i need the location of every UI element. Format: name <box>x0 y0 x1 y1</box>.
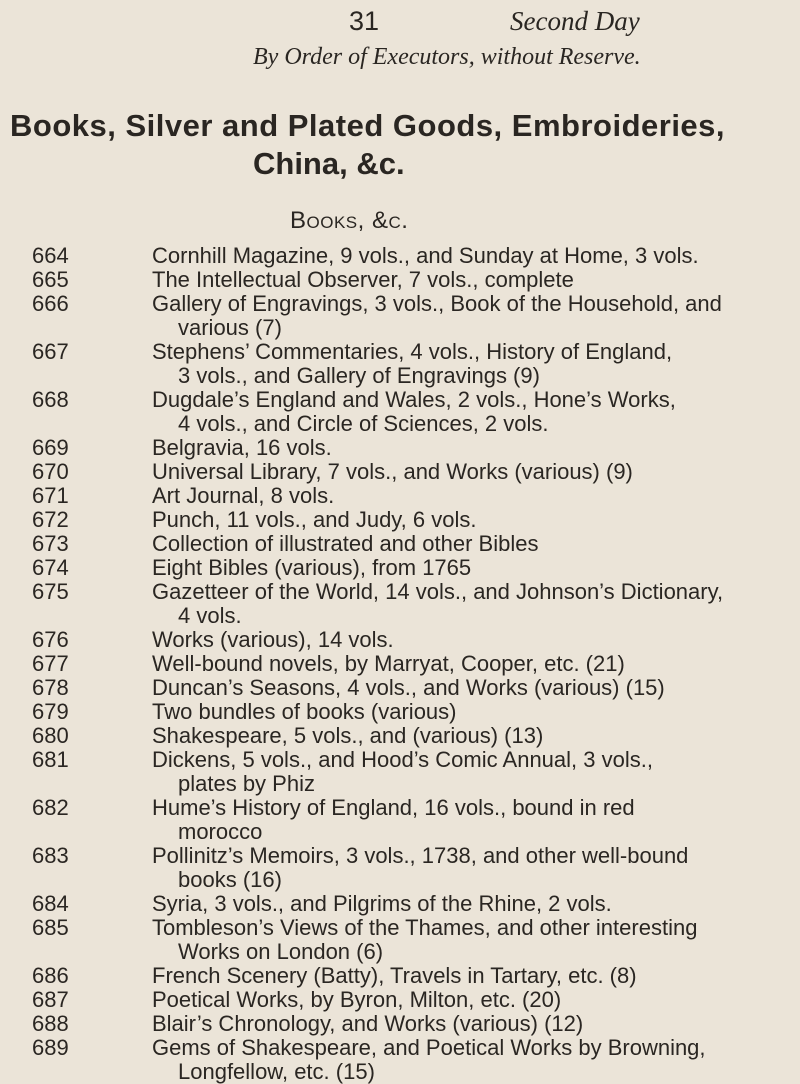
lot-description-line: Art Journal, 8 vols. <box>152 483 335 508</box>
lot-description-line: Dugdale’s England and Wales, 2 vols., Hone’s Works, <box>152 387 676 412</box>
lot-description-line: Dickens, 5 vols., and Hood’s Comic Annual, 3 vols., <box>152 747 653 772</box>
lot-row <box>0 556 800 580</box>
section-title: Books, Silver and Plated Goods, Embroideries, <box>10 108 726 143</box>
lot-description-line: Well-bound novels, by Marryat, Cooper, etc. (21) <box>152 651 625 676</box>
order-line: By Order of Executors, without Reserve. <box>253 44 641 70</box>
lot-row <box>0 244 800 268</box>
lot-description <box>152 676 782 700</box>
lot-description-continuation: 4 vols., and Circle of Sciences, 2 vols. <box>178 411 549 436</box>
lot-number: 680 <box>32 723 69 748</box>
lot-description-line: Hume’s History of England, 16 vols., bound in red <box>152 795 635 820</box>
lot-number: 667 <box>32 339 69 364</box>
lot-number: 669 <box>32 435 69 460</box>
lot-description-line: Collection of illustrated and other Bibles <box>152 531 539 556</box>
lot-description <box>152 508 782 532</box>
page-number: 31 <box>349 6 380 36</box>
lot-description-continuation: Longfellow, etc. (15) <box>178 1059 375 1084</box>
lot-description <box>152 844 782 892</box>
lot-description <box>152 964 782 988</box>
lot-description-continuation: 3 vols., and Gallery of Engravings (9) <box>178 363 540 388</box>
lot-description <box>152 268 782 292</box>
lot-description-line: Two bundles of books (various) <box>152 699 457 724</box>
lot-number: 678 <box>32 675 69 700</box>
lot-number: 675 <box>32 579 69 604</box>
lot-row <box>0 1012 800 1036</box>
lot-row <box>0 988 800 1012</box>
lot-description <box>152 244 782 268</box>
lot-description-line: Shakespeare, 5 vols., and (various) (13) <box>152 723 544 748</box>
lot-row <box>0 484 800 508</box>
lot-description-line: The Intellectual Observer, 7 vols., complete <box>152 267 574 292</box>
lot-description <box>152 340 782 388</box>
lot-number: 688 <box>32 1011 69 1036</box>
lot-row <box>0 436 800 460</box>
lot-description-continuation: 4 vols. <box>178 603 242 628</box>
lot-number: 683 <box>32 843 69 868</box>
lot-number: 673 <box>32 531 69 556</box>
lot-number: 682 <box>32 795 69 820</box>
lot-description <box>152 700 782 724</box>
lot-description <box>152 532 782 556</box>
lot-description-continuation: various (7) <box>178 315 282 340</box>
lot-row <box>0 676 800 700</box>
page-header <box>0 6 800 70</box>
lot-row <box>0 268 800 292</box>
lot-description-line: Duncan’s Seasons, 4 vols., and Works (various) (15) <box>152 675 665 700</box>
lot-row <box>0 1036 800 1084</box>
lot-number: 666 <box>32 291 69 316</box>
lot-description <box>152 796 782 844</box>
lot-row <box>0 748 800 796</box>
lot-number: 664 <box>32 243 69 268</box>
lot-description-line: Punch, 11 vols., and Judy, 6 vols. <box>152 507 477 532</box>
lot-description-line: Stephens’ Commentaries, 4 vols., History of England, <box>152 339 673 364</box>
lot-description <box>152 748 782 796</box>
lot-row <box>0 652 800 676</box>
lot-row <box>0 916 800 964</box>
lot-row <box>0 724 800 748</box>
lot-number: 677 <box>32 651 69 676</box>
lot-description-line: Gallery of Engravings, 3 vols., Book of the Household, and <box>152 291 722 316</box>
lot-number: 689 <box>32 1035 69 1060</box>
lot-description-line: Gazetteer of the World, 14 vols., and Johnson’s Dictionary, <box>152 579 724 604</box>
lot-number: 686 <box>32 963 69 988</box>
lot-description-line: Tombleson’s Views of the Thames, and other interesting <box>152 915 698 940</box>
lot-number: 679 <box>32 699 69 724</box>
lot-description-line: French Scenery (Batty), Travels in Tartary, etc. (8) <box>152 963 637 988</box>
lot-row <box>0 628 800 652</box>
lot-description <box>152 460 782 484</box>
lot-description-continuation: Works on London (6) <box>178 939 384 964</box>
lot-number: 687 <box>32 987 69 1012</box>
lot-number: 674 <box>32 555 69 580</box>
lot-description-line: Pollinitz’s Memoirs, 3 vols., 1738, and other well-bound <box>152 843 689 868</box>
lot-description <box>152 652 782 676</box>
lot-list <box>0 244 800 1084</box>
lot-description-line: Eight Bibles (various), from 1765 <box>152 555 472 580</box>
lot-description-continuation: books (16) <box>178 867 282 892</box>
lot-row <box>0 700 800 724</box>
lot-description-line: Poetical Works, by Byron, Milton, etc. (20) <box>152 987 562 1012</box>
lot-row <box>0 844 800 892</box>
lot-description-continuation: morocco <box>178 819 263 844</box>
lot-row <box>0 388 800 436</box>
lot-description <box>152 724 782 748</box>
lot-description-line: Syria, 3 vols., and Pilgrims of the Rhine, 2 vols. <box>152 891 612 916</box>
lot-number: 681 <box>32 747 69 772</box>
lot-row <box>0 460 800 484</box>
lot-description <box>152 988 782 1012</box>
lot-row <box>0 796 800 844</box>
lot-description <box>152 628 782 652</box>
lot-description <box>152 292 782 340</box>
lot-description-line: Gems of Shakespeare, and Poetical Works by Browning, <box>152 1035 706 1060</box>
lot-row <box>0 508 800 532</box>
lot-description <box>152 556 782 580</box>
lot-number: 671 <box>32 483 69 508</box>
lot-row <box>0 532 800 556</box>
lot-description <box>152 436 782 460</box>
lot-description-continuation: plates by Phiz <box>178 771 315 796</box>
lot-description <box>152 1036 782 1084</box>
lot-number: 670 <box>32 459 69 484</box>
lot-number: 676 <box>32 627 69 652</box>
lot-description <box>152 892 782 916</box>
lot-row <box>0 892 800 916</box>
lot-description-line: Blair’s Chronology, and Works (various) (12) <box>152 1011 584 1036</box>
lot-description-line: Belgravia, 16 vols. <box>152 435 332 460</box>
lot-description-line: Universal Library, 7 vols., and Works (various) (9) <box>152 459 633 484</box>
lot-description <box>152 580 782 628</box>
lot-row <box>0 964 800 988</box>
lot-number: 665 <box>32 267 69 292</box>
lot-row <box>0 340 800 388</box>
lot-row <box>0 292 800 340</box>
lot-description <box>152 388 782 436</box>
section-subtitle: China, &c. <box>253 146 405 181</box>
lot-description <box>152 1012 782 1036</box>
lot-number: 672 <box>32 507 69 532</box>
day-label: Second Day <box>510 6 640 36</box>
lot-description-line: Works (various), 14 vols. <box>152 627 394 652</box>
lot-description <box>152 484 782 508</box>
lot-description <box>152 916 782 964</box>
lot-number: 668 <box>32 387 69 412</box>
lot-description-line: Cornhill Magazine, 9 vols., and Sunday at Home, 3 vols. <box>152 243 699 268</box>
subsection-title: Books, &c. <box>290 207 409 234</box>
lot-row <box>0 580 800 628</box>
lot-number: 685 <box>32 915 69 940</box>
lot-number: 684 <box>32 891 69 916</box>
